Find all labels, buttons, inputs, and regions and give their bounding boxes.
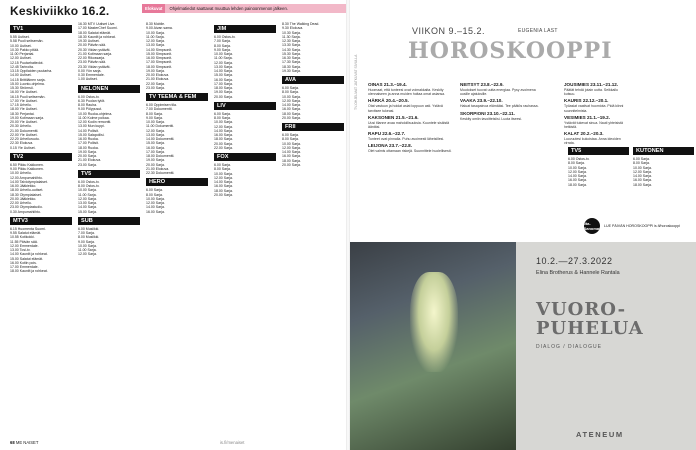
author-name: EUGENIA LAST: [518, 28, 558, 34]
ad-subtitle: DIALOG / DIALOGUE: [536, 344, 602, 350]
program-list: 8.30 The Walking Dead. 9.30 Elokuva. 10.30 Sarja. 11.30 Sarja. 12.30 Sarja. 13.30 Sarja. 14.30 Sarja. 15.30 Sarja. 16.30 Sarja. 17.30 Sarja. 18.30 Sarja. 19.30 Sarja.: [282, 22, 320, 73]
zodiac-sign-name: VAAKA 23.9.–22.10.: [460, 98, 503, 104]
zodiac-sign-name: RAPU 22.6.–22.7.: [368, 131, 406, 137]
vertical-label: TV-OHJELMAT JATKUVAT SIVULLA: [354, 54, 358, 110]
ad-title-line-2: PUHELUA: [536, 318, 644, 339]
zodiac-sign-name: VESIMIES 21.1.–19.2.: [564, 114, 610, 120]
listing-column: [78, 22, 140, 436]
channel-header: SUB: [78, 217, 140, 225]
zodiac-sign-name: OINAS 21.3.–19.4.: [368, 82, 407, 87]
channel-header: LIV: [214, 102, 276, 110]
zodiac-sign-text: Muutokset tuovat uutta energiaa. Pysy avoimena uusille ajatuksille.: [460, 88, 536, 97]
page-footer: [10, 440, 38, 445]
program-list: 6.50 Pikku Kakkonen. 9.00 Pikku Kakkonen. 10.00 Urheilu. 12.00 Ampumahiihto. 14.00 Talviolympialaiset. 16.00 Jääkiekko. 18.00 Urheilu-uutiset. 18.30 Olympialaiset. 20.00 Jääkiekko. 22.00 Urheilu. 23.00 Olympiastudio. 0.30 Ampumahiihto.: [10, 162, 48, 214]
page-title: Keskiviikko 16.2.: [10, 4, 110, 18]
zodiac-sign-text: Tunteet ovat pinnalla. Puhu avoimesti läheisillesi.: [368, 137, 445, 142]
ad-figure: [410, 272, 458, 372]
ad-title: [536, 300, 644, 338]
program-list: 6.00 Sarja. 8.00 Sarja. 10.00 Sarja. 12.00 Sarja. 14.00 Sarja. 16.00 Sarja. 18.00 Sarja. 20.00 Sarja.: [282, 86, 301, 120]
channel-header: FOX: [214, 153, 276, 161]
zodiac-sign-name: NEITSYT 23.8.–22.9.: [460, 82, 504, 87]
ad-photo: [348, 242, 516, 450]
horoscope-promo: [584, 216, 694, 236]
zodiac-sign-name: LEIJONA 23.7.–22.8.: [368, 143, 413, 149]
ateneum-advertisement: [348, 242, 696, 450]
ad-title-line-1: VUORO-: [536, 299, 627, 320]
ad-artists: Elina Brotherus & Hannele Rantala: [536, 270, 620, 276]
zodiac-sign-text: Työasiat vaativat huomiota. Pidä kiinni suunnitelmista.: [564, 104, 624, 113]
promo-text: LUE PÄIVÄN HOROSKOOPPI is.fi/horoskooppi: [604, 223, 681, 228]
promo-logo: Ilta-Sanomat: [584, 218, 600, 234]
program-list: 6.00 Sarja. 8.00 Sarja. 10.00 Sarja. 12.00 Sarja. 14.00 Sarja. 16.00 Sarja. 18.00 Sarja. 20.00 Sarja.: [282, 133, 301, 167]
signs-column-2: [460, 80, 546, 260]
zodiac-sign-text: Päätät tehdä jotain uutta. Seikkailu kutsuu.: [564, 88, 618, 97]
footer-url: is.fi/menaiset: [220, 440, 245, 445]
program-list: 6.00 Ostos-tv. 8.00 Sarja. 10.00 Sarja. 12.00 Sarja. 14.00 Sarja. 16.00 Sarja. 18.00 Sarja.: [568, 157, 590, 187]
zodiac-sign-name: HÄRKÄ 20.4.–20.5.: [368, 98, 409, 104]
program-list: 6.15 Huomenta Suomi. 9.55 Salatut elämät. 10.55 Kotikokki. 11.55 Päivän sää. 12.00 Emmerdale. 13.00 Tosi-tv. 14.00 Kauniit ja rohkeat. 15.00 Salatut elämät. 16.00 Kotiin pois. 17.00 Emmerdale. 18.00 Kauniit ja rohkeat.: [10, 226, 48, 274]
program-list: 6.00 Sarja. 8.00 Sarja. 10.00 Sarja. 12.00 Sarja. 14.00 Sarja. 16.00 Sarja. 18.00 Sarja. 20.00 Sarja.: [214, 163, 233, 197]
program-list: 6.00 Oppimisen tila. 7.00 Dokumentti. 8.00 Sarja. 9.00 Sarja. 10.00 Sarja. 11.00 Dokumentti. 12.00 Sarja. 13.00 Sarja. 14.00 Dokumentti. 15.00 Sarja. 16.00 Sarja. 17.00 Sarja. 18.00 Dokumentti. 19.00 Sarja. 20.00 Sarja. 21.00 Elokuva. 22.30 Dokumentti.: [146, 103, 177, 175]
channel-header: TV5: [78, 170, 140, 178]
info-banner: [142, 4, 346, 13]
program-list: 8.30 Mobile. 9.00 Aivan sama. 10.00 Sarja. 11.00 Sarja. 12.00 Sarja. 13.00 Sarja. 14.00 Simpsonit. 15.00 Simpsonit. 16.00 Simpsonit. 17.00 Simpsonit. 18.00 Simpsonit. 19.00 Sarja. 20.00 Elokuva. 21.00 Elokuva. 22.00 Sarja. 23.00 Sarja.: [146, 22, 173, 90]
zodiac-sign-text: Keskity omiin tavoitteisiisi. Luota itseesi.: [460, 116, 523, 121]
horoscope-page: [348, 0, 696, 450]
ateneum-logo: ATENEUM: [576, 430, 624, 439]
page-number: 68: [10, 440, 15, 445]
zodiac-sign-text: Huomaat, että tunteesi ovat voimakkaita. Keskity olennaiseen ja anna muiden hoitaa omat asiansa.: [368, 88, 446, 97]
page-gutter: [346, 0, 350, 450]
zodiac-sign-name: JOUSIMIES 23.11.–21.12.: [564, 82, 619, 87]
program-list: 6.00 Sarja. 8.00 Sarja. 10.00 Sarja. 12.00 Sarja. 14.00 Sarja. 16.00 Sarja.: [146, 188, 165, 214]
channel-header: TV TEEMA & FEM: [146, 93, 208, 101]
banner-text: Ohjelmatiedot saattavat muuttua lehden painoonmenon jälkeen.: [169, 6, 288, 11]
program-list: 6.00 Ostos-tv. 7.00 Sarja. 8.00 Sarja. 9.00 Sarja. 10.00 Sarja. 11.00 Sarja. 12.00 Sarja. 13.00 Sarja. 14.00 Sarja. 15.00 Sarja. 16.00 Sarja. 17.00 Sarja. 18.00 Sarja. 19.00 Sarja. 20.00 Sarja.: [214, 35, 236, 99]
horoscope-heading: HOROSKOOPPI: [408, 38, 613, 64]
channel-header: FRII: [282, 123, 344, 131]
listing-columns: [10, 22, 344, 436]
horoscope-header: [378, 24, 613, 74]
program-list: 16.30 MTV Uutiset Live. 17.00 MasterChef Suomi. 18.00 Salatut elämät. 18.30 Kauniit ja rohkeat. 19.30 Uutiset. 20.00 Päivän sää. 20.30 Viidan ystävät. 21.00 Kotimaan sarja. 22.00 Rikossarja. 23.00 Päivän sää. 23.30 Viidan ystävät. 0.00 Yön sarja. 0.30 Emmerdale. 1.00 Uutiset.: [78, 22, 118, 82]
zodiac-sign-text: Luovuutesi kukoistaa. Anna ideoiden virrata.: [564, 137, 621, 146]
channel-header: TV1: [10, 25, 72, 33]
channel-header: TV5: [568, 147, 629, 155]
channel-header: HERO: [146, 178, 208, 186]
program-list: 6.00 Sarja. 8.00 Sarja. 10.00 Sarja. 12.00 Sarja. 14.00 Sarja. 16.00 Sarja. 18.00 Sarja. 20.00 Sarja. 22.00 Sarja.: [214, 111, 233, 150]
zodiac-sign-name: KALAT 20.2.–20.3.: [564, 131, 604, 137]
channel-header: JIM: [214, 25, 276, 33]
channel-header: AVA: [282, 76, 344, 84]
program-list: 6.00 Musiikki. 7.00 Sarja. 8.00 Musiikki. 9.00 Sarja. 10.00 Sarja. 11.00 Sarja. 12.00 Sarja.: [78, 226, 100, 257]
zodiac-sign-name: SKORPIONI 23.10.–22.11.: [460, 110, 515, 116]
signs-column-1: [368, 80, 454, 260]
zodiac-sign-name: KAKSONEN 21.5.–21.6.: [368, 114, 419, 120]
program-list: 5.55 Uutiset. 5.58 Puoli seitsemän. 10.00 Uutiset. 10.30 Pakko pitää. 11.00 Perjantai. 12.00 Uutiset. 12.15 Puutarhatiedot. 12.45 Tarinoita. 13.15 Oppilaiden puutarha. 14.00 Uutiset. 14.15 Brittiläinen sarja. 15.00 Luonto-ohjelma. 15.30 Strömsö. 16.00 Yle Uutiset. 16.15 Puoli seitsemän. 17.00 Yle Uutiset. 17.15 Urheilu. 18.00 Yle Uutiset. 18.30 Perjantai. 19.00 Kotimaan sarja. 20.00 Yle Uutiset. 20.30 Urheilu. 21.00 Dokumentti. 22.00 Yle Uutiset. 22.20 Urheiluruutu. 22.30 Elokuva. 0.15 Yle Uutiset.: [10, 35, 53, 150]
zodiac-sign-text: Uusi tilanne avaa mahdollisuuksia. Kuuntele sisäistä ääntäsi.: [368, 120, 450, 130]
program-list: 6.00 Sarja. 8.00 Sarja. 10.00 Sarja. 12.00 Sarja. 14.00 Sarja. 16.00 Sarja. 18.00 Sarja.: [633, 157, 652, 187]
listing-column: [10, 22, 72, 436]
channel-header: MTV3: [10, 217, 72, 225]
zodiac-sign-name: KAURIS 22.12.–20.1.: [564, 98, 609, 104]
program-list: 6.00 Ostos-tv. 6.30 Puolan tytöt. 8.00 Rauha. 9.00 Pölypusut. 10.00 Ruoka-ohjelma. 11.00 Kolme poikaa. 12.00 Kodin remontti. 13.00 Mun kuppi. 14.00 Poliisit. 15.00 Salapoliisi. 16.00 Ruoka. 17.00 Poliisit. 18.00 Ruoka. 19.00 Sarja. 20.00 Sarja. 21.00 Elokuva. 23.00 Sarja.: [78, 94, 113, 167]
channel-header: TV2: [10, 153, 72, 161]
week-label: VIIKON 9.–15.2.: [412, 26, 486, 36]
listing-column: [214, 22, 276, 436]
magazine-name: ME NAISET: [15, 440, 39, 445]
banner-tag: Elokuvat: [142, 4, 165, 13]
listing-column: [146, 22, 208, 436]
zodiac-sign-text: Otat vastuun ja hoidat asiat loppuun asti. Ystävä tarvitsee tukeasi.: [368, 104, 443, 113]
ad-dates: 10.2.—27.3.2022: [536, 256, 613, 266]
channel-header: KUTONEN: [633, 147, 694, 155]
listing-column: [282, 22, 344, 436]
zodiac-sign-text: Ystävät tukevat sinua. Nauti yhteisistä hetkistä.: [564, 120, 623, 130]
channel-header: NELONEN: [78, 85, 140, 93]
zodiac-sign-text: Haluat tasapainoa elämääsi. Tee päätös rauhassa.: [460, 104, 539, 109]
zodiac-sign-text: Olet valmis ottamaan riskejä. Suunnittele huolellisesti.: [368, 149, 452, 154]
program-list: 6.00 Ostos-tv. 8.00 Ostos-tv. 10.00 Sarja. 11.00 Sarja. 12.00 Sarja. 13.00 Sarja. 14.00 Sarja. 15.00 Sarja.: [78, 179, 100, 214]
